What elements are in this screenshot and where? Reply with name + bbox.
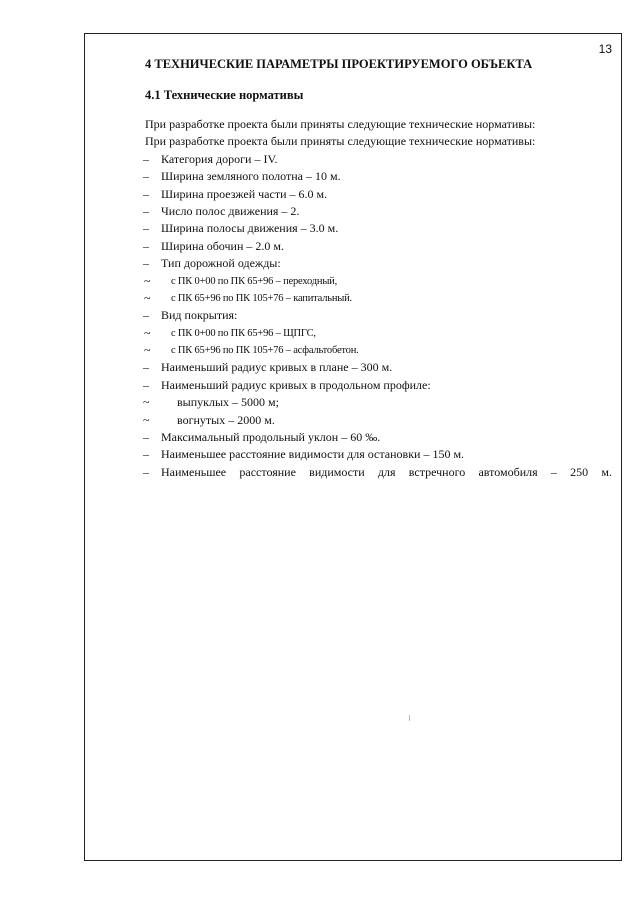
list-item-text: Ширина обочин – 2.0 м. [161,238,284,253]
bullet: – [143,186,149,201]
bullet: – [143,464,149,479]
list-item [145,238,613,255]
list-item-text: Наименьшее расстояние видимости для остановки – 150 м. [161,447,465,462]
intro-line: При разработке проекта были приняты следующие технические нормативы: [145,134,536,149]
tilde-bullet: ~ [144,273,151,288]
list-item-text: Ширина проезжей части – 6.0 м. [161,186,328,201]
list-item-text: с ПК 65+96 по ПК 105+76 – асфальтобетон. [171,345,359,357]
bullet: – [143,169,149,184]
tilde-bullet: ~ [143,395,150,410]
bullet: – [143,238,149,253]
list-item-text: Наименьший радиус кривых в продольном профиле: [161,377,431,392]
list-item-text: Максимальный продольный уклон – 60 ‰. [161,430,381,445]
page-number: 13 [598,42,612,56]
bullet: – [143,447,149,462]
bullet: – [143,203,149,218]
list-item-text: с ПК 65+96 по ПК 105+76 – капитальный. [171,292,352,304]
list-item [145,359,613,376]
list-subitem [145,325,613,342]
list-item-text: с ПК 0+00 по ПК 65+96 – переходный, [171,275,338,287]
list-item-text: Ширина полосы движения – 3.0 м. [161,221,339,236]
tilde-bullet: ~ [144,290,151,305]
list-item [145,168,613,185]
list-item [145,203,613,220]
bullet: – [143,221,149,236]
tilde-bullet: ~ [144,343,151,358]
list-item [145,186,613,203]
list-subitem [145,290,613,307]
intro-line: При разработке проекта были приняты следующие технические нормативы: [145,117,536,131]
list-item-text: Число полос движения – 2. [161,203,300,218]
list-item-text: Вид покрытия: [161,308,238,323]
list-item [145,464,613,481]
list-item-text: Тип дорожной одежды: [161,256,281,271]
bullet: – [143,377,149,392]
list-item [145,429,613,446]
list-subitem [145,342,613,359]
list-subitem [145,412,613,429]
list-item [145,307,613,324]
list-item-text: Наименьший радиус кривых в плане – 300 м. [161,360,393,375]
subsection-heading: 4.1 Технические нормативы [145,88,304,102]
list-item [145,377,613,394]
list-item [145,151,613,168]
tilde-bullet: ~ [143,412,150,427]
list-item [145,220,613,237]
bullet: – [143,430,149,445]
bullet: – [143,151,149,166]
bullet: – [143,360,149,375]
scan-speck [409,715,410,721]
list-item-text: Ширина земляного полотна – 10 м. [161,169,341,184]
list-item-text: выпуклых – 5000 м; [177,395,279,410]
list-item-text: Категория дороги – IV. [161,151,278,166]
list-subitem [145,394,613,411]
list-item [145,446,613,463]
list-item-text: вогнутых – 2000 м. [177,412,275,427]
bullet: – [143,308,149,323]
list-item-text-justified: Наименьшее расстояние видимости для встречного автомобиля – 250 м. [161,464,612,479]
content-lines [145,116,613,481]
list-item-text: с ПК 0+00 по ПК 65+96 – ЩПГС, [171,327,316,339]
tilde-bullet: ~ [144,325,151,340]
list-item [145,255,613,272]
bullet: – [143,256,149,271]
list-subitem [145,273,613,290]
section-heading: 4 ТЕХНИЧЕСКИЕ ПАРАМЕТРЫ ПРОЕКТИРУЕМОГО ОБЪЕКТА [145,57,533,71]
